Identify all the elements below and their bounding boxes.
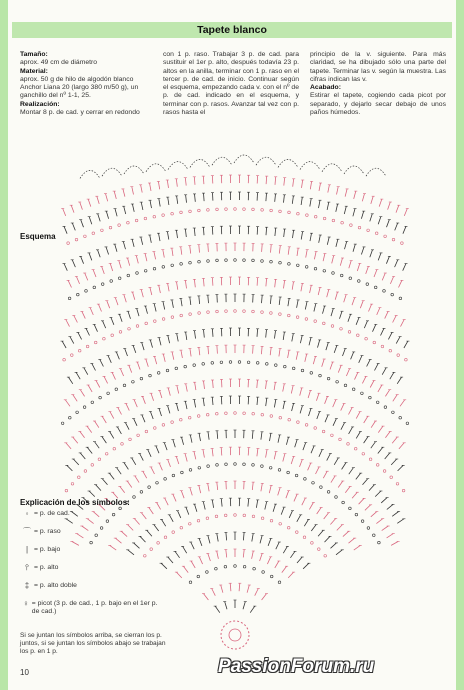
single-crochet-icon: | bbox=[25, 545, 29, 554]
left-border-stripe bbox=[0, 0, 8, 690]
material-text: aprox. 50 g de hilo de algodón blanco Anchor Liana 20 (largo 380 m/50 g), un ganchillo del nº 1-1, 25. bbox=[20, 75, 139, 100]
size-label: Tamaño: bbox=[20, 51, 48, 58]
double-crochet-icon: ⫯ bbox=[25, 563, 29, 572]
legend-item bbox=[20, 564, 160, 582]
legend-item-text: = picot (3 p. de cad., 1 p. bajo en el 1er p. de cad.) bbox=[31, 600, 158, 615]
legend-item bbox=[20, 510, 160, 528]
right-border-stripe bbox=[456, 0, 464, 690]
finish-label: Acabado: bbox=[310, 84, 341, 92]
legend-item bbox=[20, 582, 160, 600]
picot-icon: ♀ bbox=[22, 599, 29, 608]
slip-stitch-icon: ⌒ bbox=[23, 527, 31, 536]
treble-crochet-icon: ‡ bbox=[24, 581, 30, 590]
instructions-column-3 bbox=[310, 51, 446, 117]
instructions-column-1 bbox=[20, 51, 154, 117]
legend-item bbox=[20, 528, 160, 546]
chain-stitch-icon: ◦ bbox=[25, 509, 29, 518]
page-number: 10 bbox=[20, 668, 29, 677]
legend-item-text: = p. bajo bbox=[34, 546, 61, 553]
esquema-label: Esquema bbox=[20, 232, 56, 241]
instructions-text-3: principio de la v. siguiente. Para más claridad, se ha dibujado sólo una parte del tapete. Terminar las v. según la muestra. Las cifras indican las v. bbox=[310, 51, 446, 83]
legend-item bbox=[20, 546, 160, 564]
instructions-column-2 bbox=[163, 51, 299, 117]
page-title: Tapete blanco bbox=[12, 22, 452, 38]
instructions-text-2: con 1 p. raso. Trabajar 3 p. de cad. para sustituir el 1er p. alto, después todavía 23 p. altos en la anilla, terminar con 1 p. raso en el tercer p. de cad. de inicio. Continuar según el esquema, empezando cada v. con el nº de p. de cad. indicado en el esquema, y terminar con p. rasos. Avanzar tal vez con p. rasos hasta el bbox=[163, 51, 299, 117]
realization-label: Realización: bbox=[20, 100, 60, 108]
legend-item-text: = p. de cad. bbox=[34, 510, 70, 517]
legend-item-text: = p. raso bbox=[34, 528, 61, 535]
finish-text: Estirar el tapete, cogiendo cada picot por separado, y dejarlo secar debajo de unos paños húmedos. bbox=[310, 92, 446, 117]
size-text: aprox. 49 cm de diámetro bbox=[20, 59, 98, 67]
material-label: Material: bbox=[20, 67, 48, 75]
joining-note: Si se juntan los símbolos arriba, se cierran los p. juntos, si se juntan los símbolos abajo se trabajan los p. en 1 p. bbox=[20, 632, 166, 656]
legend-item bbox=[20, 600, 160, 622]
legend-item-text: = p. alto doble bbox=[34, 582, 77, 589]
legend-item-text: = p. alto bbox=[34, 564, 59, 571]
realization-text: Montar 8 p. de cad. y cerrar en redondo bbox=[20, 109, 140, 117]
symbol-legend bbox=[20, 498, 160, 622]
legend-title: Explicación de los símbolos: bbox=[20, 498, 130, 507]
watermark: PassionForum.ru bbox=[218, 656, 375, 677]
